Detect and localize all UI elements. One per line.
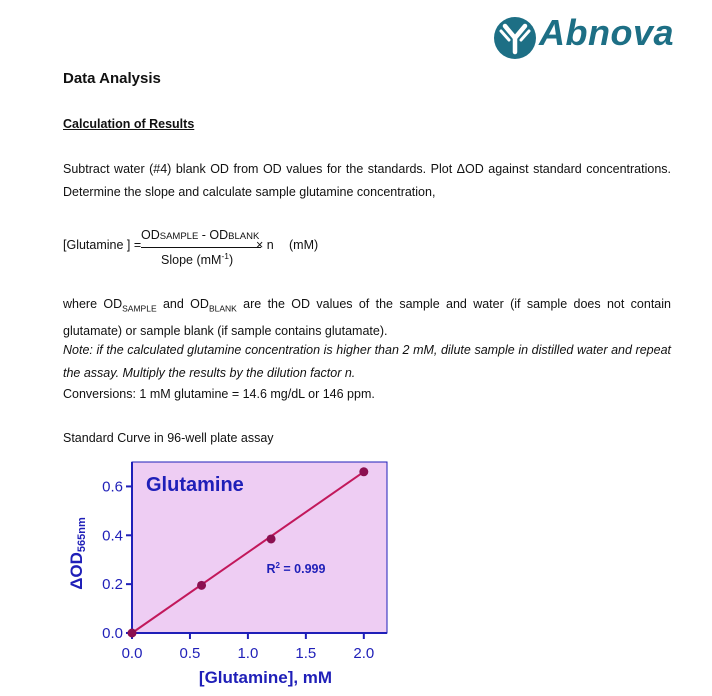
fraction-bar <box>141 247 261 248</box>
x-tick-label: 0.0 <box>121 645 143 662</box>
formula-denominator: Slope $(mM^{-1})$ <box>161 251 234 268</box>
subsection-heading: Calculation of Results <box>63 117 195 131</box>
note-paragraph: Note: if the calculated glutamine concentration is higher than 2 mM, dilute sample in distilled water and repeat the assay. Multiply the results by the dilution factor n. <box>63 343 671 380</box>
data-point <box>359 467 368 476</box>
standard-curve-chart <box>60 452 405 692</box>
formula-multiplier: × n <box>256 238 274 252</box>
data-point <box>197 581 206 590</box>
r-squared-annotation: $R^2 = 0.999$ <box>266 561 326 577</box>
conversions-text: Conversions: 1 mM glutamine = 14.6 mg/dL or 146 ppm. <box>63 387 375 401</box>
y-axis-label: ΔOD565nm <box>67 517 88 590</box>
instructions-paragraph: Subtract water (#4) blank OD from OD values for the standards. Plot ΔOD against standard concentrations. Determine the slope and calculate sample glutamine concentration, <box>63 162 671 199</box>
x-tick-label: 1.0 <box>237 645 259 662</box>
formula-units: (mM) <box>289 238 319 252</box>
y-tick-label: 0.4 <box>102 527 123 545</box>
y-tick-label: 0.2 <box>102 576 123 594</box>
section-heading: Data Analysis <box>63 70 161 87</box>
y-tick-label: 0.6 <box>102 478 123 496</box>
formula-lhs: [Glutamine ] = <box>63 238 142 252</box>
x-tick-label: 2.0 <box>353 645 375 662</box>
glutamine-formula <box>63 228 363 274</box>
y-tick-label: 0.0 <box>102 625 123 642</box>
x-tick-label: 1.5 <box>295 645 317 662</box>
logo-text: Abnova <box>539 12 675 53</box>
x-tick-label: 0.5 <box>179 645 201 662</box>
chart-title: Glutamine <box>146 474 244 496</box>
formula-numerator: ODSAMPLE - ODBLANK <box>141 228 260 242</box>
data-point <box>128 629 137 638</box>
antibody-logo-icon <box>493 16 537 60</box>
data-point <box>267 534 276 543</box>
chart-caption: Standard Curve in 96-well plate assay <box>63 431 274 445</box>
abnova-logo <box>493 14 703 62</box>
where-paragraph: where $OD_{SAMPLE}$ and $OD_{BLANK}$ are the OD values of the sample and water (if sample does not contain glutamate) or sample blank (if sample contains glutamate). <box>63 297 671 338</box>
x-axis-label: [Glutamine], mM <box>198 668 333 687</box>
